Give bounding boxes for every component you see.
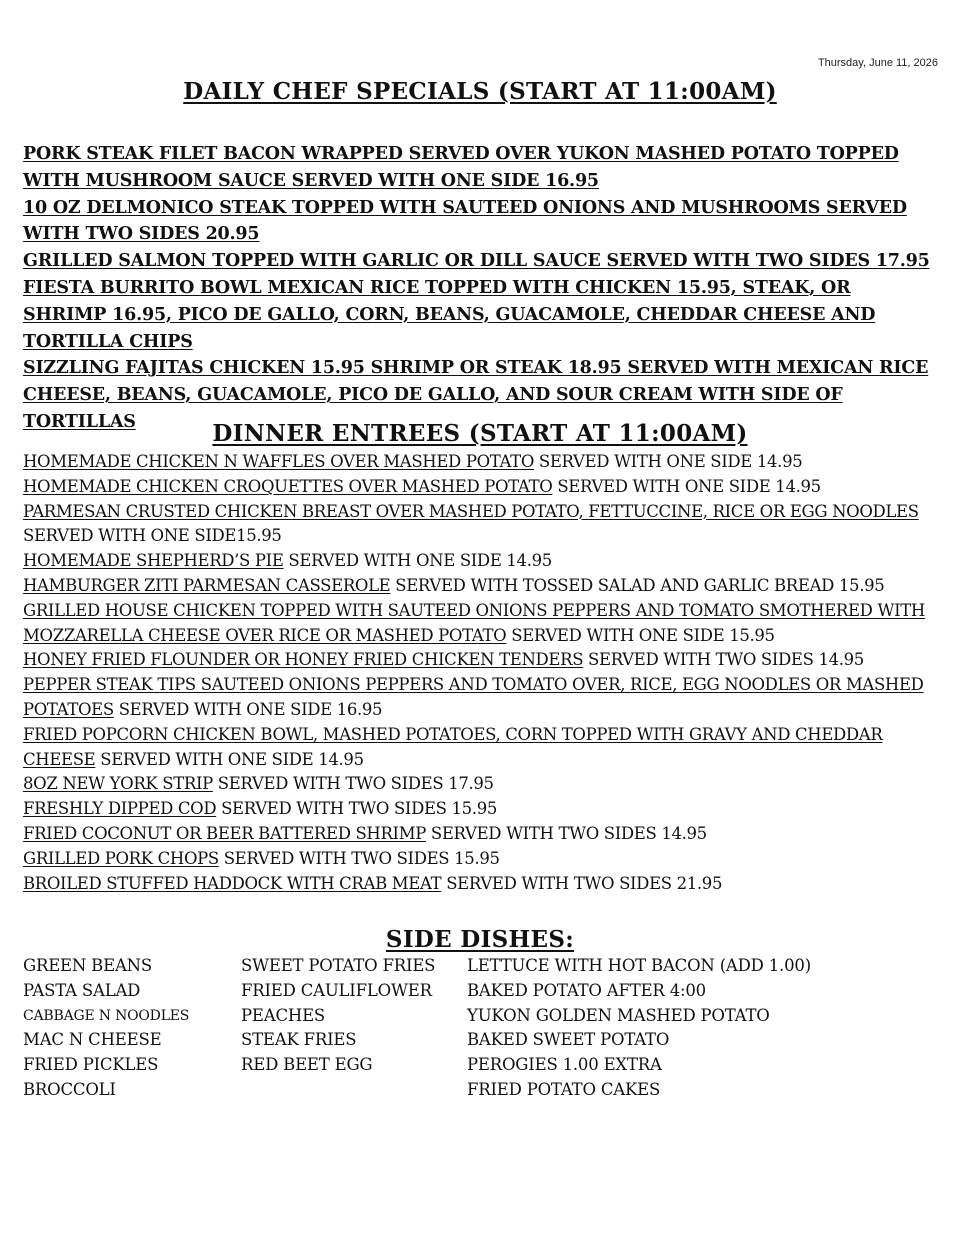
dinner-item-name: FRIED POPCORN CHICKEN BOWL, MASHED POTATOES, CORN TOPPED WITH GRAVY AND CHEDDAR CHEESE xyxy=(23,724,883,769)
dinner-item-name: HONEY FRIED FLOUNDER OR HONEY FRIED CHICKEN TENDERS xyxy=(23,650,584,670)
special-item: PORK STEAK FILET BACON WRAPPED SERVED OVER YUKON MASHED POTATO TOPPED WITH MUSHROOM SAUCE SERVED WITH ONE SIDE 16.95 xyxy=(23,144,899,191)
dinner-item-detail: SERVED WITH ONE SIDE 14.95 xyxy=(534,452,803,471)
side-item: MAC N CHEESE xyxy=(23,1030,162,1050)
dinner-item xyxy=(23,475,943,500)
dinner-item xyxy=(23,673,943,723)
dinner-item-name: FRESHLY DIPPED COD xyxy=(23,799,217,819)
dinner-item-name: HOMEMADE CHICKEN N WAFFLES OVER MASHED POTATO xyxy=(23,452,534,471)
dinner-item xyxy=(23,872,943,897)
dinner-item-name: 8OZ NEW YORK STRIP xyxy=(23,774,213,794)
specials-heading: DAILY CHEF SPECIALS (START AT 11:00AM) xyxy=(183,78,777,105)
sides-column-3 xyxy=(467,954,937,1103)
side-item: CABBAGE N NOODLES xyxy=(23,1007,190,1024)
dinner-item-name: HOMEMADE CHICKEN CROQUETTES OVER MASHED POTATO xyxy=(23,476,553,496)
dinner-item-name: FRIED COCONUT OR BEER BATTERED SHRIMP xyxy=(23,823,427,843)
side-item: RED BEET EGG xyxy=(241,1055,373,1075)
side-item: FRIED PICKLES xyxy=(23,1055,159,1075)
dinner-item xyxy=(23,599,943,649)
dinner-item xyxy=(23,574,943,599)
dinner-item-detail: SERVED WITH TWO SIDES 15.95 xyxy=(218,848,500,868)
dinner-item xyxy=(23,723,943,773)
side-item: BAKED SWEET POTATO xyxy=(467,1030,670,1050)
dinner-item-name: BROILED STUFFED HADDOCK WITH CRAB MEAT xyxy=(23,873,442,893)
dinner-item-name: GRILLED PORK CHOPS xyxy=(23,848,219,868)
dinner-item-detail: SERVED WITH TWO SIDES 21.95 xyxy=(441,873,723,893)
side-item: FRIED CAULIFLOWER xyxy=(241,980,432,1000)
dinner-item-detail: SERVED WITH ONE SIDE 16.95 xyxy=(113,699,383,719)
dinner-list xyxy=(23,450,943,896)
special-item: FIESTA BURRITO BOWL MEXICAN RICE TOPPED WITH CHICKEN 15.95, STEAK, OR SHRIMP 16.95, PICO DE GALLO, CORN, BEANS, GUACAMOLE, CHEDDAR CHEESE AND TORTILLA CHIPS xyxy=(23,277,876,352)
side-item: YUKON GOLDEN MASHED POTATO xyxy=(467,1005,770,1025)
side-item: STEAK FRIES xyxy=(241,1030,357,1050)
side-item: LETTUCE WITH HOT BACON (ADD 1.00) xyxy=(467,956,811,975)
special-item: GRILLED SALMON TOPPED WITH GARLIC OR DILL SAUCE SERVED WITH TWO SIDES 17.95 xyxy=(23,251,930,272)
dinner-item xyxy=(23,549,943,574)
side-item: PEACHES xyxy=(241,1005,326,1025)
dinner-item-detail: SERVED WITH TWO SIDES 14.95 xyxy=(426,823,707,843)
dinner-item-detail: SERVED WITH ONE SIDE15.95 xyxy=(23,526,282,546)
dinner-item-detail: SERVED WITH TWO SIDES 15.95 xyxy=(216,799,497,819)
dinner-item-name: PARMESAN CRUSTED CHICKEN BREAST OVER MASHED POTATO, FETTUCCINE, RICE OR EGG NOODLES xyxy=(23,501,919,521)
special-item: 10 OZ DELMONICO STEAK TOPPED WITH SAUTEED ONIONS AND MUSHROOMS SERVED WITH TWO SIDES 20.95 xyxy=(23,197,907,245)
dinner-item xyxy=(23,450,943,475)
side-item: BROCCOLI xyxy=(23,1079,116,1099)
dinner-item-detail: SERVED WITH ONE SIDE 14.95 xyxy=(283,551,552,571)
dinner-item xyxy=(23,822,943,847)
dinner-item-detail: SERVED WITH TWO SIDES 14.95 xyxy=(583,650,864,670)
sides-column-2 xyxy=(241,954,461,1078)
dinner-item-name: HAMBURGER ZITI PARMESAN CASSEROLE xyxy=(23,575,391,595)
dinner-item xyxy=(23,847,943,872)
side-item: SWEET POTATO FRIES xyxy=(241,956,436,975)
dinner-item xyxy=(23,772,943,797)
print-date: Thursday, June 11, 2026 xyxy=(817,57,938,69)
dinner-item-detail: SERVED WITH ONE SIDE 15.95 xyxy=(506,625,775,645)
dinner-item-detail: SERVED WITH ONE SIDE 14.95 xyxy=(95,749,364,769)
dinner-item-name: PEPPER STEAK TIPS SAUTEED ONIONS PEPPERS AND TOMATO OVER, RICE, EGG NOODLES OR MASHED POTATOES xyxy=(23,675,924,719)
side-item: GREEN BEANS xyxy=(23,956,153,975)
sides-heading: SIDE DISHES: xyxy=(385,926,575,953)
dinner-item-name: GRILLED HOUSE CHICKEN TOPPED WITH SAUTEED ONIONS PEPPERS AND TOMATO SMOTHERED WITH MOZZARELLA CHEESE OVER RICE OR MASHED POTATO xyxy=(23,600,925,645)
special-item: SIZZLING FAJITAS CHICKEN 15.95 SHRIMP OR STEAK 18.95 SERVED WITH MEXICAN RICE CHEESE, BEANS, GUACAMOLE, PICO DE GALLO, AND SOUR CREAM WITH SIDE OF TORTILLAS xyxy=(23,358,929,432)
side-item: BAKED POTATO AFTER 4:00 xyxy=(467,980,706,1000)
side-item: FRIED POTATO CAKES xyxy=(467,1079,661,1099)
side-item: PEROGIES 1.00 EXTRA xyxy=(467,1055,662,1075)
dinner-item-detail: SERVED WITH TOSSED SALAD AND GARLIC BREAD 15.95 xyxy=(390,575,885,595)
dinner-item xyxy=(23,500,943,550)
specials-list xyxy=(23,141,938,436)
dinner-heading: DINNER ENTREES (START AT 11:00AM) xyxy=(212,420,748,447)
sides-column-1 xyxy=(23,954,238,1103)
dinner-item-name: HOMEMADE SHEPHERD’S PIE xyxy=(23,551,284,571)
dinner-item-detail: SERVED WITH ONE SIDE 14.95 xyxy=(552,476,821,496)
dinner-item xyxy=(23,797,943,822)
dinner-item xyxy=(23,648,943,673)
side-item: PASTA SALAD xyxy=(23,980,141,1000)
dinner-item-detail: SERVED WITH TWO SIDES 17.95 xyxy=(212,774,494,794)
